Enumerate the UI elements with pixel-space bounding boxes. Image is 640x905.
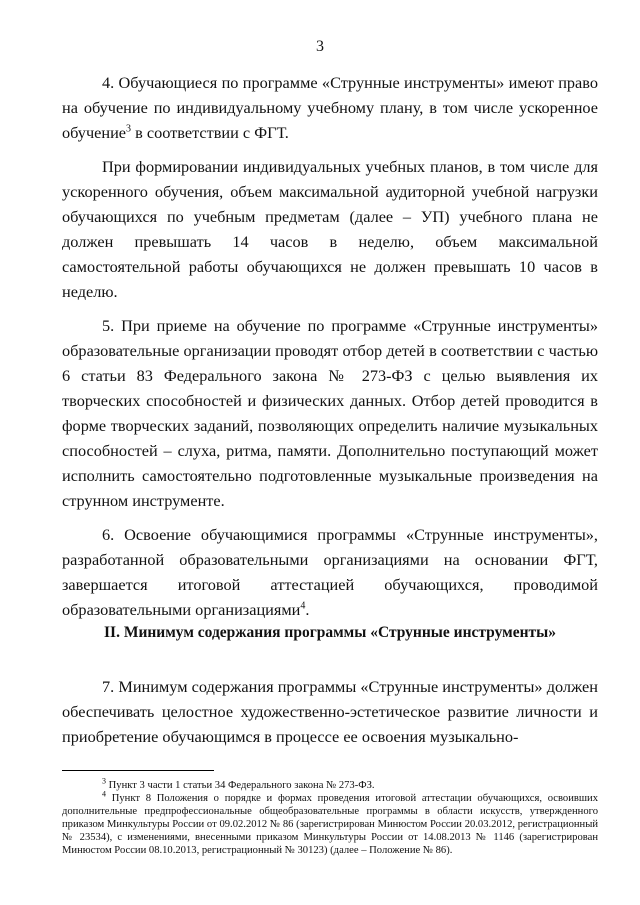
footnote-separator [62, 770, 214, 771]
paragraph-5: 5. При приеме на обучение по программе «Струнные инструменты» образовательные организации проводят отбор детей в соответствии с частью 6 статьи 83 Федерального закона № 273-ФЗ с целью выявления их творческих способностей и физических данных. Отбор детей проводится в форме творческих заданий, позволяющих определить наличие музыкальных способностей – слуха, ритма, памяти. Дополнительно поступающий может исполнить самостоятельно подготовленные музыкальные произведения на струнном инструменте. [62, 316, 598, 510]
footnote-ref-4: 4 [300, 600, 306, 612]
body-upper [62, 70, 598, 622]
page-number: 3 [316, 38, 324, 55]
paragraph-4-end: в соответствии с ФГТ. [131, 123, 289, 142]
footnote-3-text: Пункт 3 части 1 статьи 34 Федерального закона № 273-ФЗ. [106, 780, 375, 791]
footnote-3-mark: 3 [102, 776, 106, 786]
paragraph-4 [62, 70, 598, 145]
footnotes [62, 776, 598, 857]
paragraph-6-end: . [305, 600, 310, 619]
paragraph-4-text: 4. Обучающиеся по программе «Струнные инструменты» имеют право на обучение по индивидуальному учебному плану, в том числе ускоренное обучение [62, 73, 598, 142]
footnote-4 [62, 789, 598, 857]
paragraph-7: 7. Минимум содержания программы «Струнные инструменты» должен обеспечивать целостное художественно-эстетическое развитие личности и приобретение обучающимся в процессе ее освоения музыкально- [62, 677, 598, 746]
paragraph-6-text: 6. Освоение обучающимися программы «Струнные инструменты», разработанной образовательными организациями на основании ФГТ, завершается итоговой аттестацией обучающихся, проводимой образовательными организациями [62, 525, 598, 619]
section-heading: II. Минимум содержания программы «Струнные инструменты» [104, 624, 556, 641]
paragraph-6 [62, 522, 598, 622]
footnote-ref-3: 3 [126, 123, 132, 135]
paragraph-individual-plans: При формировании индивидуальных учебных планов, в том числе для ускоренного обучения, объем максимальной аудиторной учебной нагрузки обучающихся по учебным предметам (далее – УП) учебного плана не должен превышать 14 часов в неделю, объем максимальной самостоятельной работы обучающихся не должен превышать 10 часов в неделю. [62, 157, 598, 301]
footnote-4-mark: 4 [102, 789, 106, 799]
footnote-4-text: Пункт 8 Положения о порядке и формах проведения итоговой аттестации обучающихся, освоивших дополнительные предпрофессиональные общеобразовательные программы в области искусств, утвержденного приказом Минкультуры России от 09.02.2012 № 86 (зарегистрирован Минюстом России 20.03.2012, регистрационный № 23534), с изменениями, внесенными приказом Минкультуры России от 14.08.2013 № 1146 (зарегистрирован Минюстом России 08.10.2013, регистрационный № 30123) (далее – Положение № 86). [62, 793, 598, 856]
body-lower [62, 674, 598, 749]
footnote-3 [62, 776, 598, 792]
